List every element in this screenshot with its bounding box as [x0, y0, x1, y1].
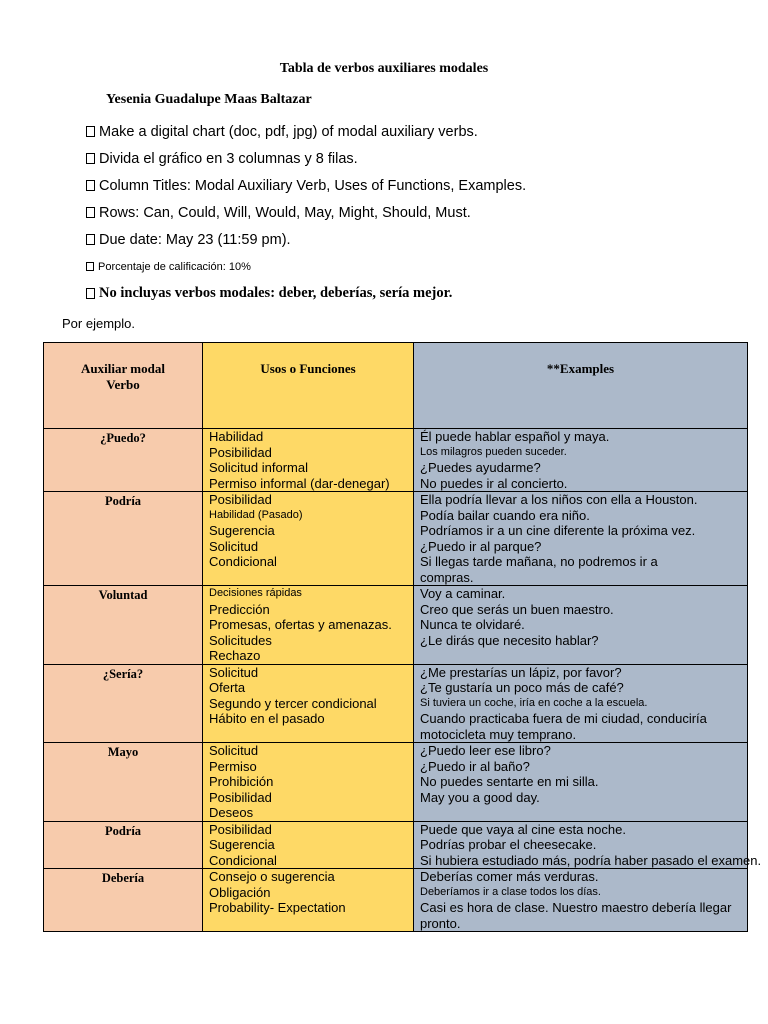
example-item: Si llegas tarde mañana, no podremos ir a	[420, 554, 658, 569]
examples-cell	[414, 743, 748, 822]
use-item: Predicción	[209, 601, 270, 617]
author-name: Yesenia Guadalupe Maas Baltazar	[106, 92, 312, 107]
example-item: ¿Le dirás que necesito hablar?	[420, 632, 599, 648]
examples-cell	[414, 869, 748, 932]
use-item: Sugerencia	[209, 523, 275, 538]
instruction-item: Due date: May 23 (11:59 pm).	[86, 226, 756, 253]
use-item: Obligación	[209, 884, 271, 900]
use-item: Posibilidad	[209, 789, 272, 805]
checkbox-icon	[86, 126, 95, 137]
example-item: Si hubiera estudiado más, podría haber pasado el examen.	[420, 852, 762, 868]
use-item: Permiso	[209, 758, 257, 774]
examples-cell	[414, 821, 762, 869]
example-item: Casi es hora de clase. Nuestro maestro debería llegar	[420, 900, 732, 915]
instruction-item: Column Titles: Modal Auxiliary Verb, Uses of Functions, Examples.	[86, 172, 756, 199]
table-row	[44, 821, 748, 869]
modal-verbs-table	[43, 342, 762, 932]
use-item: Promesas, ofertas y amenazas.	[209, 617, 392, 632]
use-item: Posibilidad	[209, 492, 272, 507]
header-verb: Auxiliar modal Verbo	[44, 343, 203, 429]
use-item: Consejo o sugerencia	[209, 869, 335, 884]
example-item: Podrías probar el cheesecake.	[420, 837, 597, 852]
table-header-row	[44, 343, 748, 429]
use-item: Prohibición	[209, 774, 274, 789]
checkbox-icon	[86, 207, 95, 218]
instruction-item: Divida el gráfico en 3 columnas y 8 filas.	[86, 145, 756, 172]
examples-cell	[414, 429, 748, 492]
uses-cell	[203, 492, 414, 586]
example-item: No puedes sentarte en mi silla.	[420, 774, 599, 789]
use-item: Oferta	[209, 680, 246, 695]
uses-cell	[203, 869, 414, 932]
example-item: Cuando practicaba fuera de mi ciudad, conduciría	[420, 711, 707, 726]
example-item: No puedes ir al concierto.	[420, 475, 568, 491]
example-item: Nunca te olvidaré.	[420, 617, 525, 632]
example-item: Puede que vaya al cine esta noche.	[420, 821, 626, 837]
modal-verb-cell: Mayo	[44, 743, 203, 822]
use-item: Solicitud informal	[209, 460, 308, 475]
use-item: Probability- Expectation	[209, 900, 346, 915]
table-row	[44, 586, 748, 665]
example-item: Él puede hablar español y maya.	[420, 429, 610, 444]
use-item: Solicitud	[209, 538, 259, 554]
use-item: Posibilidad	[209, 821, 272, 837]
example-item: ¿Puedo leer ese libro?	[420, 743, 551, 758]
document-title: Tabla de verbos auxiliares modales	[279, 61, 489, 76]
example-item: motocicleta muy temprano.	[420, 726, 577, 742]
examples-cell	[414, 492, 748, 586]
example-item: compras.	[420, 569, 474, 585]
instruction-item: Make a digital chart (doc, pdf, jpg) of modal auxiliary verbs.	[86, 118, 756, 145]
checkbox-icon	[86, 234, 95, 245]
modal-verb-cell: Voluntad	[44, 586, 203, 665]
instruction-item: Porcentaje de calificación: 10%	[86, 253, 756, 280]
modal-verb-cell: Podría	[44, 492, 203, 586]
use-item: Condicional	[209, 554, 277, 569]
use-item: Rechazo	[209, 648, 261, 663]
use-item: Deseos	[209, 805, 254, 820]
examples-cell	[414, 586, 748, 665]
uses-cell	[203, 821, 414, 869]
use-item: Habilidad (Pasado)	[209, 508, 303, 521]
examples-cell	[414, 664, 748, 743]
modal-verb-cell: ¿Sería?	[44, 664, 203, 743]
modal-verb-cell: Podría	[44, 821, 203, 869]
example-item: Los milagros pueden suceder.	[420, 445, 567, 458]
table-row	[44, 664, 748, 743]
use-item: Segundo y tercer condicional	[209, 695, 377, 711]
uses-cell	[203, 664, 414, 743]
example-item: Ella podría llevar a los niños con ella a Houston.	[420, 492, 698, 507]
header-uses: Usos o Funciones	[203, 343, 414, 429]
example-item: ¿Me prestarías un lápiz, por favor?	[420, 664, 622, 680]
table-row	[44, 429, 748, 492]
example-item: ¿Puedo ir al baño?	[420, 758, 530, 774]
example-item: ¿Puedo ir al parque?	[420, 538, 542, 554]
example-item: Deberíamos ir a clase todos los días.	[420, 885, 601, 898]
use-item: Posibilidad	[209, 444, 272, 460]
use-item: Solicitudes	[209, 632, 272, 648]
use-item: Habilidad	[209, 429, 264, 444]
checkbox-icon	[86, 153, 95, 164]
instruction-item: Rows: Can, Could, Will, Would, May, Might, Should, Must.	[86, 199, 756, 226]
use-item: Solicitud	[209, 743, 259, 758]
example-item: ¿Te gustaría un poco más de café?	[420, 680, 624, 695]
use-item: Solicitud	[209, 664, 259, 680]
example-label: Por ejemplo.	[62, 316, 135, 331]
uses-cell	[203, 429, 414, 492]
example-item: May you a good day.	[420, 789, 540, 805]
checkbox-icon	[86, 262, 94, 271]
use-item: Sugerencia	[209, 837, 275, 852]
example-item: pronto.	[420, 915, 461, 931]
modal-verb-cell: ¿Puedo?	[44, 429, 203, 492]
example-item: ¿Puedes ayudarme?	[420, 460, 541, 475]
instructions-list	[86, 118, 756, 307]
example-item: Creo que serás un buen maestro.	[420, 601, 614, 617]
table-row	[44, 492, 748, 586]
uses-cell	[203, 743, 414, 822]
instruction-item: No incluyas verbos modales: deber, deberías, sería mejor.	[86, 280, 756, 307]
example-item: Podríamos ir a un cine diferente la próxima vez.	[420, 523, 696, 538]
modal-verb-cell: Debería	[44, 869, 203, 932]
example-item: Deberías comer más verduras.	[420, 869, 599, 884]
example-item: Podía bailar cuando era niño.	[420, 507, 590, 523]
use-item: Permiso informal (dar-denegar)	[209, 475, 390, 491]
header-examples: **Examples	[414, 343, 748, 429]
uses-cell	[203, 586, 414, 665]
checkbox-icon	[86, 288, 95, 299]
use-item: Hábito en el pasado	[209, 711, 325, 726]
use-item: Condicional	[209, 852, 277, 868]
table-row	[44, 869, 748, 932]
table-row	[44, 743, 748, 822]
example-item: Voy a caminar.	[420, 586, 506, 601]
use-item: Decisiones rápidas	[209, 587, 302, 599]
example-item: Si tuviera un coche, iría en coche a la escuela.	[420, 696, 648, 709]
checkbox-icon	[86, 180, 95, 191]
